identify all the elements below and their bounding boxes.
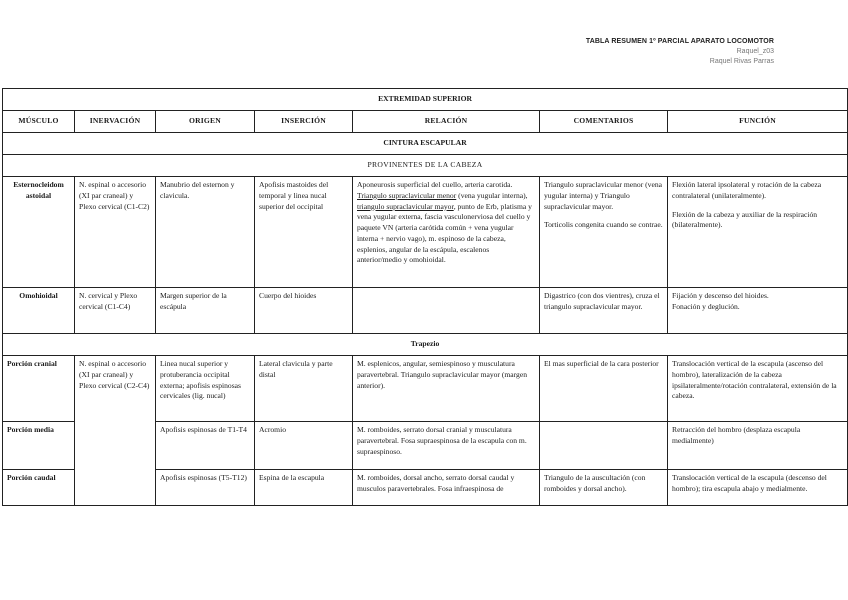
section-title: EXTREMIDAD SUPERIOR [3,89,848,111]
column-header-row [3,111,848,133]
insertion-cell: Lateral clavicula y parte distal [255,356,353,422]
origin-cell: Margen superior de la escápula [156,288,255,334]
muscle-name: Esternocleidom astoidal [3,177,75,288]
comments-cell [540,177,668,288]
origin-cell: Manubrio del esternon y clavicula. [156,177,255,288]
origin-cell: Linea nucal superior y protuberancia occipital externa; apofisis espinosas cervicales (lig. nucal) [156,356,255,422]
muscle-name: Porción cranial [3,356,75,422]
comments-cell [540,422,668,470]
group-title: PROVINENTES DE LA CABEZA [3,155,848,177]
muscle-name: Omohioidal [3,288,75,334]
relation-text: Aponeurosis superficial del cuello, arteria carotida. [357,180,513,189]
comments-cell: El mas superficial de la cara posterior [540,356,668,422]
relation-cell [353,177,540,288]
relation-text: (vena yugular interna), [458,190,528,200]
function-cell: Retracción del hombro (desplaza escapula medialmente) [668,422,848,470]
trapezio-row [3,334,848,356]
subsection-row [3,133,848,155]
relation-cell: M. romboides, dorsal ancho, serrato dorsal caudal y musculos paravertebrales. Fosa infraespinosa de [353,470,540,506]
relation-cell [353,288,540,334]
function-text: Fijación y descenso del hioides. [672,291,769,300]
document-title: TABLA RESUMEN 1º PARCIAL APARATO LOCOMOTOR [585,38,774,45]
function-cell [668,288,848,334]
col-header-origen: ORIGEN [156,111,255,133]
subsection-title: CINTURA ESCAPULAR [3,133,848,155]
innervation-cell: N. cervical y Plexo cervical (C1-C4) [75,288,156,334]
summary-table [2,88,848,506]
insertion-cell: Apofisis mastoides del temporal y linea nucal superior del occipital [255,177,353,288]
origin-cell: Apofisis espinosas de T1-T4 [156,422,255,470]
function-text: Flexión de la cabeza y auxiliar de la respiración (bilateralmente). [672,209,818,230]
function-text: Fonación y deglución. [672,301,740,311]
document-code: Raquel_z03 [736,48,774,55]
relation-underlined-term: triangulo supraclavicular mayor [357,201,454,211]
document-header [586,38,774,65]
insertion-cell: Acromio [255,422,353,470]
comments-text: Torticolis congenita cuando se contrae. [544,220,663,230]
muscle-name: Porción media [3,422,75,470]
insertion-cell: Espina de la escapula [255,470,353,506]
table-row [3,177,848,288]
comments-cell: Triangulo de la auscultación (con romboides y dorsal ancho). [540,470,668,506]
table-row [3,288,848,334]
innervation-cell: N. espinal o accesorio (XI par craneal) y Plexo cervical (C1-C2) [75,177,156,288]
relation-cell: M. esplenicos, angular, semiespinoso y musculatura paravertebral. Triangulo supraclavicular mayor (margen anterior). [353,356,540,422]
table-row [3,356,848,422]
col-header-musculo: MÚSCULO [3,111,75,133]
function-cell: Translocación vertical de la escapula (descenso del hombro); tira escapula abajo y medialmente. [668,470,848,506]
function-cell: Translocación vertical de la escapula (ascenso del hombro), lateralización de la cabeza ipsilateralmente/rotación contralateral, extensión de la cabeza. [668,356,848,422]
function-cell [668,177,848,288]
insertion-cell: Cuerpo del hioides [255,288,353,334]
comments-cell: Digastrico (con dos vientres), cruza el triangulo supraclavicular mayor. [540,288,668,334]
innervation-cell: N. espinal o accesorio (XI par craneal) y Plexo cervical (C2-C4) [75,356,156,506]
col-header-insercion: INSERCIÓN [255,111,353,133]
document-author: Raquel Rivas Parras [709,58,774,65]
trapezio-title: Trapezio [3,334,848,356]
relation-underlined-term: Triangulo supraclavicular menor [357,190,457,200]
relation-cell: M. romboides, serrato dorsal cranial y musculatura paravertebral. Fosa supraespinosa de la escapula con m. supraespinoso. [353,422,540,470]
comments-text: Triangulo supraclavicular menor (vena yugular interna) y Triangulo supraclavicular mayor. [544,180,663,211]
section-row [3,89,848,111]
col-header-inervacion: INERVACIÓN [75,111,156,133]
col-header-relacion: RELACIÓN [353,111,540,133]
origin-cell: Apofisis espinosas (T5-T12) [156,470,255,506]
col-header-comentarios: COMENTARIOS [540,111,668,133]
relation-text: , punto de Erb, platisma y vena yugular externa, fascia vasculonerviosa del cuello y paquete VN (arteria carótida común + vena yugular interna + nervio vago), m. espinoso de la cabeza, esplenios, angular de la escápula, escalenos anterior/medio y omohioidal. [357,201,532,265]
muscle-name: Porción caudal [3,470,75,506]
group-row [3,155,848,177]
function-text: Flexión lateral ipsolateral y rotación de la cabeza contralateral (unilateralmente). [672,180,822,200]
col-header-funcion: FUNCIÓN [668,111,848,133]
